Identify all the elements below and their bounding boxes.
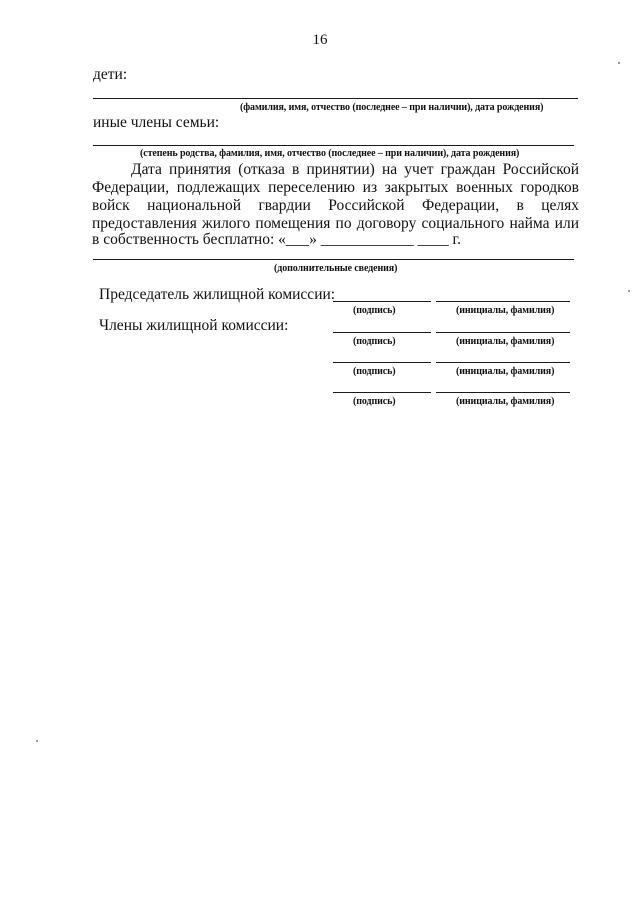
chairman-signature-caption: (подпись) [353,305,396,316]
members-label: Члены жилищной комиссии: [99,317,289,334]
scan-speck [36,740,38,742]
paragraph-line-2: Федерации, подлежащих переселению из закрытых военных городков [92,179,579,196]
children-rule [93,98,578,99]
chairman-name-caption: (инициалы, фамилия) [456,305,555,316]
other-members-rule [93,145,574,146]
children-caption: (фамилия, имя, отчество (последнее – при наличии), дата рождения) [240,102,544,113]
member-3-signature-rule [333,392,431,393]
other-members-label: иные члены семьи: [93,114,220,131]
paragraph-line-3: войск национальной гвардии Российской Федерации, в целях [92,197,579,214]
member-1-signature-rule [333,332,431,333]
scan-speck [618,62,620,64]
member-2-name-rule [436,362,570,363]
member-1-name-caption: (инициалы, фамилия) [456,336,555,347]
member-3-name-caption: (инициалы, фамилия) [456,396,555,407]
member-2-name-caption: (инициалы, фамилия) [456,366,555,377]
chairman-label: Председатель жилищной комиссии: [99,286,336,303]
member-2-signature-caption: (подпись) [353,366,396,377]
chairman-name-rule [436,301,570,302]
chairman-signature-rule [333,301,431,302]
member-1-signature-caption: (подпись) [353,336,396,347]
paragraph-line-4: предоставления жилого помещения по договору социального найма или [92,215,579,232]
paragraph-line-1: Дата принятия (отказа в принятии) на учет граждан Российской [131,161,579,178]
other-members-caption: (степень родства, фамилия, имя, отчество (последнее – при наличии), дата рождения) [140,148,520,159]
children-label: дети: [93,66,128,83]
member-1-name-rule [436,332,570,333]
member-3-name-rule [436,392,570,393]
additional-rule [93,259,574,260]
page-number: 16 [312,32,328,48]
member-3-signature-caption: (подпись) [353,396,396,407]
additional-caption: (дополнительные сведения) [274,263,398,274]
scan-speck [628,290,630,292]
paragraph-line-5: в собственность бесплатно: «___» ____________ ____ г. [92,231,461,248]
member-2-signature-rule [333,362,431,363]
